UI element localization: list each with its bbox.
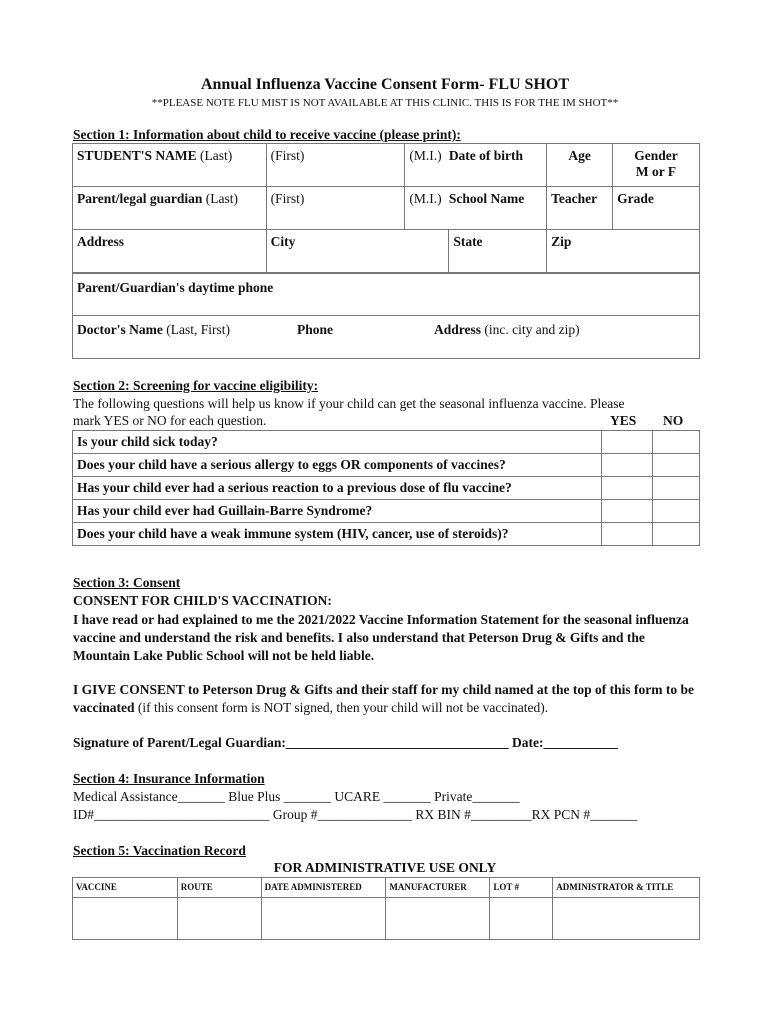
guardian-first-hint: (First) — [270, 191, 305, 206]
gender-hint: M or F — [635, 164, 677, 179]
administrator-cell[interactable] — [553, 898, 700, 940]
no-checkbox[interactable] — [653, 454, 700, 477]
guardian-label: Parent/legal guardian — [77, 191, 203, 206]
yes-checkbox[interactable] — [602, 523, 653, 546]
no-checkbox[interactable] — [653, 500, 700, 523]
yes-checkbox[interactable] — [602, 431, 653, 454]
guardian-mi-hint: (M.I.) — [409, 191, 442, 206]
grade-label: Grade — [617, 191, 654, 206]
screening-row — [73, 454, 700, 477]
form-title: Annual Influenza Vaccine Consent Form- FLU SHOT — [200, 76, 570, 93]
screening-row — [73, 477, 700, 500]
no-checkbox[interactable] — [653, 477, 700, 500]
record-entry-row — [73, 898, 700, 940]
col-vaccine: VACCINE — [73, 878, 178, 898]
guardian-name-field[interactable] — [73, 187, 267, 230]
screening-question: Does your child have a serious allergy to eggs OR components of vaccines? — [73, 454, 602, 477]
dob-label: Date of birth — [448, 148, 524, 163]
zip-field[interactable] — [547, 230, 700, 273]
doctor-field[interactable] — [77, 322, 230, 338]
mi-hint: (M.I.) — [409, 148, 442, 163]
school-label: School Name — [448, 191, 525, 206]
student-name-field[interactable] — [73, 144, 267, 187]
consent-paragraph-2 — [73, 681, 703, 717]
guardian-mi-field[interactable] — [405, 187, 449, 230]
student-row — [73, 144, 700, 187]
route-cell[interactable] — [177, 898, 261, 940]
section2-intro-line1: The following questions will help us know if your child can get the seasonal influenza vaccine. Please — [73, 396, 625, 411]
guardian-first-field[interactable] — [266, 187, 405, 230]
vaccination-record-table — [72, 877, 700, 940]
last-hint: (Last) — [200, 148, 233, 163]
daytime-phone-field[interactable]: Parent/Guardian's daytime phone — [77, 280, 274, 295]
guardian-row — [73, 187, 700, 230]
doctor-hint: (Last, First) — [166, 322, 230, 337]
yes-column-header: YES — [610, 413, 637, 428]
section5-heading: Section 5: Vaccination Record — [73, 843, 246, 858]
screening-question: Is your child sick today? — [73, 431, 602, 454]
consent-statement: I GIVE CONSENT to Peterson Drug & Gifts and their staff for my child named at the top of this form to be vaccinated — [73, 682, 694, 715]
col-date-administered: DATE ADMINISTERED — [261, 878, 386, 898]
city-field[interactable] — [266, 230, 449, 273]
date-cell[interactable] — [261, 898, 386, 940]
contact-box — [72, 273, 700, 359]
grade-field[interactable] — [613, 187, 700, 230]
manufacturer-cell[interactable] — [386, 898, 490, 940]
col-administrator: ADMINISTRATOR & TITLE — [553, 878, 700, 898]
state-field[interactable] — [449, 230, 547, 273]
contact-divider — [73, 315, 699, 316]
state-label: State — [453, 234, 483, 249]
teacher-field[interactable] — [547, 187, 613, 230]
doctor-address-field[interactable] — [434, 322, 580, 338]
record-header-row — [73, 878, 700, 898]
section3-subheading: CONSENT FOR CHILD'S VACCINATION: — [73, 593, 332, 608]
col-manufacturer: MANUFACTURER — [386, 878, 490, 898]
insurance-id-line[interactable]: ID#__________________________ Group #______________ RX BIN #_________RX PCN #_______ — [73, 807, 638, 822]
address-label: Address — [77, 234, 125, 249]
section2-intro-line2: mark YES or NO for each question. — [73, 413, 267, 428]
city-label: City — [270, 234, 296, 249]
consent-paragraph-1: I have read or had explained to me the 2021/2022 Vaccine Information Statement for the seasonal influenza vaccine and understand the risk and benefits. I also understand that Peterson Drug & Gifts and the Mountain Lake Public School will not be held liable. — [73, 612, 689, 663]
screening-row — [73, 523, 700, 546]
student-mi-field[interactable] — [405, 144, 449, 187]
no-checkbox[interactable] — [653, 431, 700, 454]
child-info-table — [72, 143, 700, 273]
section3-heading: Section 3: Consent — [73, 575, 181, 590]
admin-use-note: FOR ADMINISTRATIVE USE ONLY — [273, 860, 497, 875]
screening-question: Has your child ever had a serious reaction to a previous dose of flu vaccine? — [73, 477, 602, 500]
doctor-address-hint: (inc. city and zip) — [484, 322, 580, 337]
lot-cell[interactable] — [490, 898, 553, 940]
address-field[interactable] — [73, 230, 267, 273]
zip-label: Zip — [551, 234, 572, 249]
yes-checkbox[interactable] — [602, 477, 653, 500]
section4-heading: Section 4: Insurance Information — [73, 771, 265, 786]
student-first-field[interactable] — [266, 144, 405, 187]
screening-row — [73, 500, 700, 523]
no-column-header: NO — [663, 413, 684, 428]
dob-field[interactable] — [449, 144, 547, 187]
col-route: ROUTE — [177, 878, 261, 898]
age-field[interactable] — [547, 144, 613, 187]
form-subtitle: **PLEASE NOTE FLU MIST IS NOT AVAILABLE AT THIS CLINIC. THIS IS FOR THE IM SHOT** — [151, 97, 619, 109]
section1-heading: Section 1: Information about child to receive vaccine (please print): — [73, 127, 461, 142]
yes-checkbox[interactable] — [602, 500, 653, 523]
signature-line[interactable]: Signature of Parent/Legal Guardian:_________________________________ Date:___________ — [73, 735, 618, 750]
screening-table — [72, 430, 700, 546]
doctor-phone-field[interactable]: Phone — [297, 322, 334, 337]
doctor-address-label: Address — [434, 322, 482, 337]
yes-checkbox[interactable] — [602, 454, 653, 477]
section2-heading: Section 2: Screening for vaccine eligibility: — [73, 378, 319, 393]
consent-note: (if this consent form is NOT signed, then your child will not be vaccinated). — [134, 700, 549, 715]
screening-question: Has your child ever had Guillain-Barre Syndrome? — [73, 500, 602, 523]
vaccine-cell[interactable] — [73, 898, 178, 940]
school-field[interactable] — [449, 187, 547, 230]
gender-field[interactable] — [613, 144, 700, 187]
screening-row — [73, 431, 700, 454]
teacher-label: Teacher — [551, 191, 598, 206]
student-name-label: STUDENT'S NAME — [77, 148, 197, 163]
screening-question: Does your child have a weak immune system (HIV, cancer, use of steroids)? — [73, 523, 602, 546]
address-row — [73, 230, 700, 273]
doctor-label: Doctor's Name — [77, 322, 163, 337]
no-checkbox[interactable] — [653, 523, 700, 546]
age-label: Age — [568, 148, 591, 163]
first-hint: (First) — [270, 148, 305, 163]
guardian-last-hint: (Last) — [205, 191, 238, 206]
insurance-type-line[interactable]: Medical Assistance_______ Blue Plus _______ UCARE _______ Private_______ — [73, 789, 520, 804]
col-lot: LOT # — [490, 878, 553, 898]
gender-label: Gender — [634, 148, 678, 163]
